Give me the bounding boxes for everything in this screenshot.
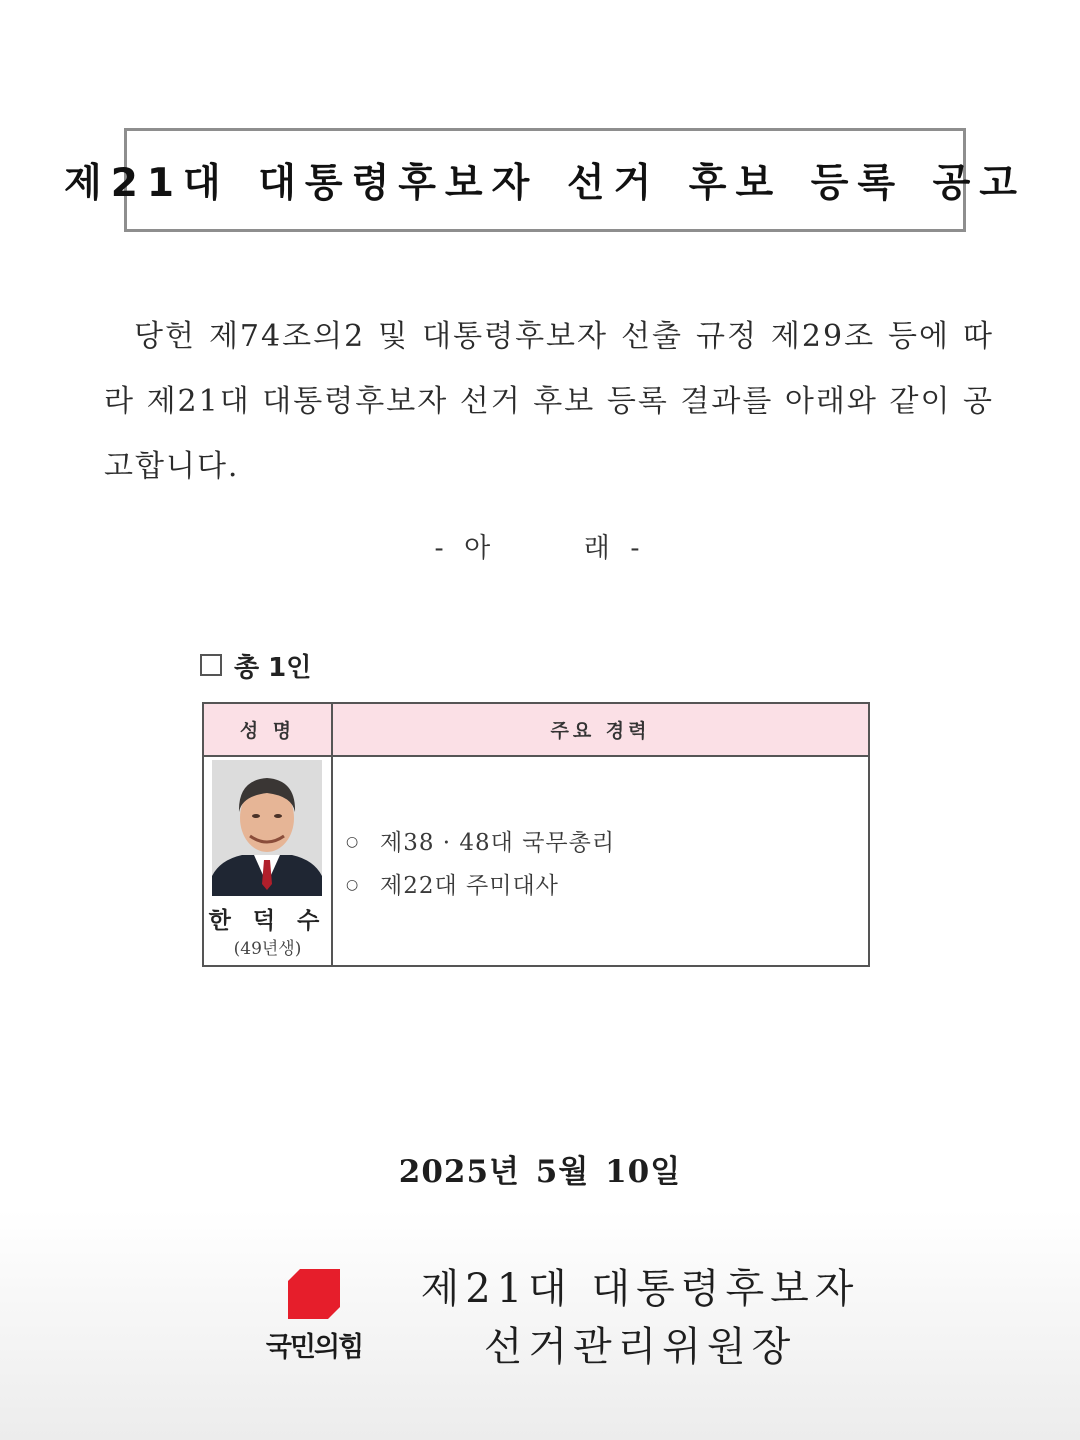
signature-line-1: 제21대 대통령후보자 — [420, 1266, 860, 1312]
notice-date: 2025년 5월 10일 — [398, 1154, 682, 1190]
checkbox-square-icon — [200, 654, 222, 676]
candidate-photo — [212, 760, 322, 896]
portrait-image — [212, 760, 322, 896]
signature-line-2: 선거관리위원장 — [483, 1324, 797, 1370]
career-item: ○ 제38 · 48대 국무총리 — [346, 822, 615, 865]
notice-title-box — [64, 128, 1026, 232]
header-career: 주요 경력 — [550, 720, 651, 742]
total-label: 총 1인 — [234, 652, 312, 683]
notice-title: 제21대 대통령후보자 선거 후보 등록 공고 — [64, 161, 1026, 206]
notice-body-text: 당헌 제74조의2 및 대통령후보자 선출 규정 제29조 등에 따라 제21대 대통령후보자 선거 후보 등록 결과를 아래와 같이 공고합니다. — [104, 319, 994, 484]
career-item: ○ 제22대 주미대사 — [346, 865, 615, 908]
career-list — [346, 822, 615, 908]
candidate-birth-year: (49년생) — [233, 939, 302, 959]
party-logo-text: 국민의힘 — [265, 1332, 363, 1363]
signature-block — [405, 1260, 875, 1376]
total-count — [200, 645, 311, 685]
header-name: 성 명 — [239, 720, 296, 742]
candidate-name: 한 덕 수 — [208, 907, 327, 934]
candidate-table — [202, 702, 870, 967]
party-logo-icon — [288, 1269, 340, 1319]
below-marker: - 아 래 - — [434, 533, 646, 564]
